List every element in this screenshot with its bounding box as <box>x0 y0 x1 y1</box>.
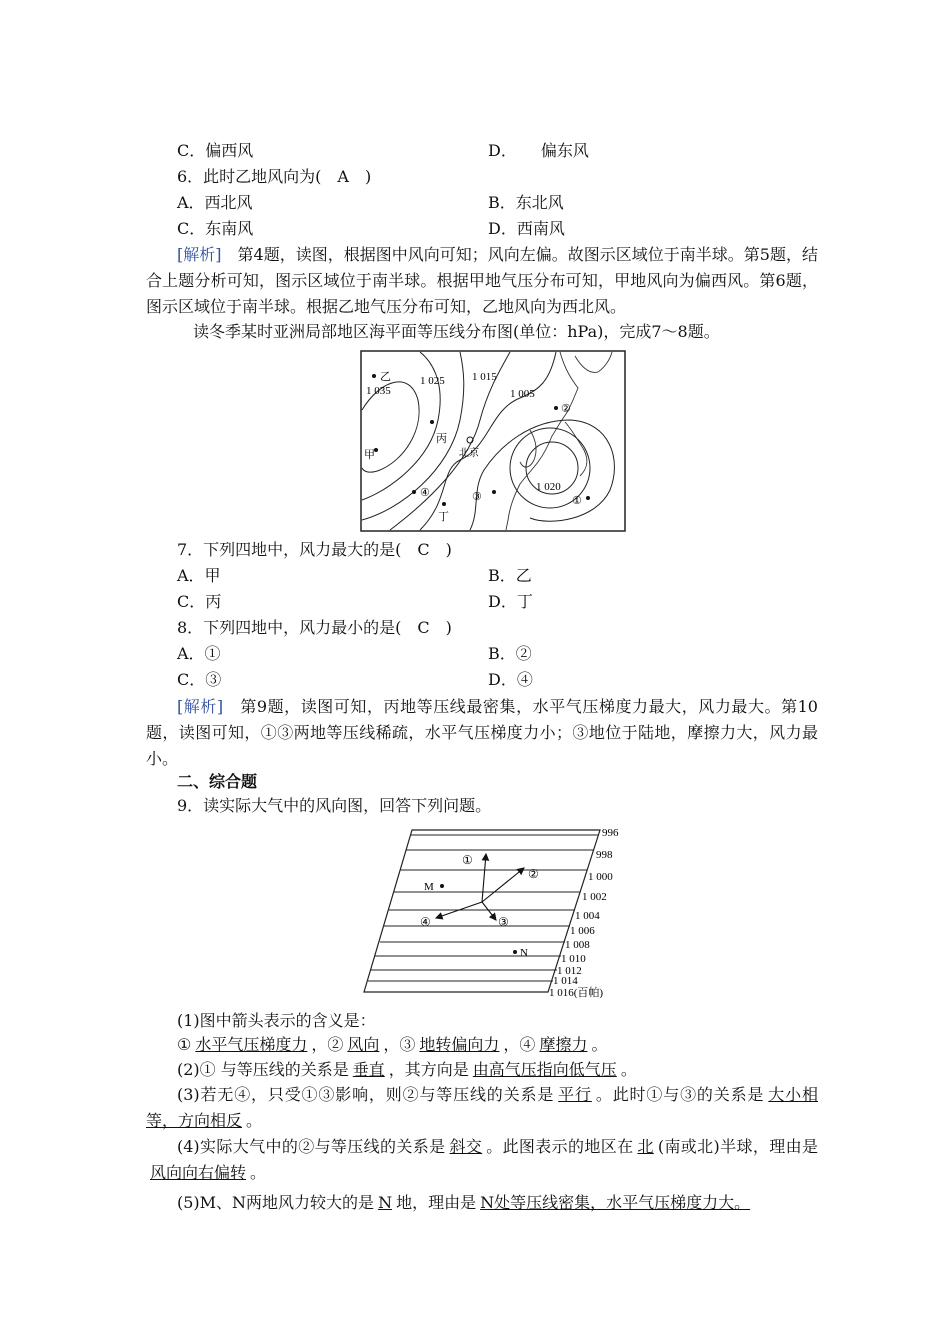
analysis-1 <box>146 242 818 320</box>
map-label-4: ④ <box>420 487 430 499</box>
answer-blank: 风向 <box>347 1035 380 1054</box>
answer-blank: 水平气压梯度力 <box>195 1035 308 1054</box>
answer-blank: 斜交 <box>449 1137 483 1156</box>
isobar-value: 1 014 <box>553 975 578 987</box>
isobar-value: 1 012 <box>557 965 582 977</box>
q6-option-a: A．西北风 <box>177 193 253 212</box>
map-label-beijing: 北京 <box>459 448 479 459</box>
q8-option-a: A．① <box>177 644 221 663</box>
isobar-value: 998 <box>596 849 613 861</box>
text: 。此图表示的地区在 <box>486 1137 634 1156</box>
point-ding <box>442 502 446 506</box>
isobar-value: 1 000 <box>588 871 613 883</box>
isobar-value: 1 008 <box>565 939 590 951</box>
map-label-1015: 1 015 <box>472 371 497 383</box>
text: ，③ <box>383 1035 416 1054</box>
answer-blank: 大小相等，方向相反 <box>146 1085 818 1130</box>
isobar-value: 1 002 <box>582 891 607 903</box>
diagram-label-n: N <box>520 947 528 959</box>
q7-option-b: B．乙 <box>488 566 532 585</box>
wind-force-diagram <box>362 822 642 1000</box>
q6-option-d: D．西南风 <box>488 219 565 238</box>
answer-blank: 由高气压指向低气压 <box>472 1060 617 1079</box>
answer-blank: 垂直 <box>352 1060 385 1079</box>
analysis-2 <box>146 694 818 772</box>
q7-option-c: C．丙 <box>177 592 222 611</box>
answer-blank: 风向向右偏转 <box>150 1163 247 1182</box>
isobar-value: 1 010 <box>561 953 586 965</box>
analysis-2-text: 第9题，读图可知，丙地等压线最密集，水平气压梯度力最大，风力最大。第10题，读图可知，①③两地等压线稀疏，水平气压梯度力小；③地位于陆地，摩擦力大，风力最小。 <box>146 697 818 768</box>
q9-part3 <box>146 1082 818 1134</box>
q6-stem: 6．此时乙地风向为( A ) <box>177 167 372 186</box>
q9-stem: 9．读实际大气中的风向图，回答下列问题。 <box>177 796 492 815</box>
answer-blank: 地转偏向力 <box>419 1035 500 1054</box>
map-label-yi: 乙 <box>380 371 391 383</box>
answer-blank: N处等压线密集，水平气压梯度力大。 <box>480 1193 751 1212</box>
diagram-label-4: ④ <box>420 915 431 929</box>
text: (2)① 与等压线的关系是 <box>177 1060 349 1079</box>
isobar-value: 996 <box>602 827 619 839</box>
isobar-value: 1 004 <box>575 910 600 922</box>
map-label-ding: 丁 <box>438 511 449 523</box>
text: ① <box>177 1035 192 1054</box>
q8-stem: 8．下列四地中，风力最小的是( C ) <box>177 618 452 637</box>
q5-option-c: C．偏西风 <box>177 141 254 160</box>
point-3 <box>492 490 496 494</box>
text: 。 <box>246 1111 263 1130</box>
text: 。 <box>591 1035 608 1054</box>
text: (4)实际大气中的②与等压线的关系是 <box>177 1137 446 1156</box>
text: ，② <box>311 1035 344 1054</box>
map-label-bing: 丙 <box>436 433 447 445</box>
point-m <box>440 884 444 888</box>
q7-option-d: D．丁 <box>488 592 533 611</box>
point-bing <box>430 420 434 424</box>
text: 。此时①与③的关系是 <box>595 1085 765 1104</box>
q9-part1-answers <box>177 1034 607 1056</box>
section-title: 二、综合题 <box>177 772 258 791</box>
answer-blank: N <box>378 1193 393 1212</box>
q8-option-d: D．④ <box>488 670 533 689</box>
text: 。 <box>250 1163 267 1182</box>
text: ，④ <box>503 1035 536 1054</box>
q9-part1-stem: (1)图中箭头表示的含义是： <box>177 1011 376 1030</box>
q7-option-a: A．甲 <box>177 566 221 585</box>
text: (3)若无④，只受①③影响，则②与等压线的关系是 <box>177 1085 555 1104</box>
answer-blank: 北 <box>637 1137 654 1156</box>
answer-blank: 平行 <box>558 1085 592 1104</box>
text: 。 <box>620 1060 637 1079</box>
point-2 <box>554 406 558 410</box>
analysis-tag: [解析] <box>177 245 222 264</box>
point-4 <box>412 490 416 494</box>
q9-part4 <box>146 1134 818 1186</box>
text: (南或北)半球，理由是 <box>657 1137 818 1156</box>
diagram-label-1: ① <box>462 853 473 867</box>
map-label-2: ② <box>561 403 571 415</box>
q9-part5 <box>177 1192 754 1214</box>
q8-option-b: B．② <box>488 644 532 663</box>
diagram-label-2: ② <box>528 867 539 881</box>
map-label-1005: 1 005 <box>510 388 535 400</box>
isobar-value: 1 016(百帕) <box>549 987 604 999</box>
q7-stem: 7．下列四地中，风力最大的是( C ) <box>177 540 452 559</box>
q9-part2 <box>177 1059 637 1081</box>
map-label-jia: 甲 <box>364 449 375 461</box>
isobar-value: 1 006 <box>570 925 595 937</box>
text: 地，理由是 <box>396 1193 477 1212</box>
analysis-tag: [解析] <box>177 697 224 716</box>
analysis-1-text: 第4题，读图，根据图中风向可知；风向左偏。故图示区域位于南半球。第5题，结合上题分析可知，图示区域位于南半球。根据甲地气压分布可知，甲地风向为偏西风。第6题，图示区域位于南半球。根据乙地气压分布可知，乙地风向为西北风。 <box>146 245 818 316</box>
point-yi <box>372 374 376 378</box>
map-label-1035: 1 035 <box>366 385 391 397</box>
map-label-3: ③ <box>472 491 482 503</box>
q6-option-c: C．东南风 <box>177 219 254 238</box>
answer-blank: 摩擦力 <box>539 1035 588 1054</box>
diagram-label-3: ③ <box>498 915 509 929</box>
map-label-1: ① <box>572 495 582 507</box>
q8-option-c: C．③ <box>177 670 222 689</box>
diagram-label-m: M <box>424 881 434 893</box>
q6-option-b: B．东北风 <box>488 193 564 212</box>
text: ，其方向是 <box>388 1060 469 1079</box>
intro-7-8: 读冬季某时亚洲局部地区海平面等压线分布图(单位：hPa)，完成7～8题。 <box>193 322 720 341</box>
map-label-1025: 1 025 <box>420 375 445 387</box>
point-n <box>513 950 517 954</box>
isobar-map-asia <box>360 350 626 532</box>
point-1 <box>586 496 590 500</box>
text: (5)M、N两地风力较大的是 <box>177 1193 375 1212</box>
q5-option-d: D． 偏东风 <box>488 141 589 160</box>
map-label-1020: 1 020 <box>536 481 561 493</box>
